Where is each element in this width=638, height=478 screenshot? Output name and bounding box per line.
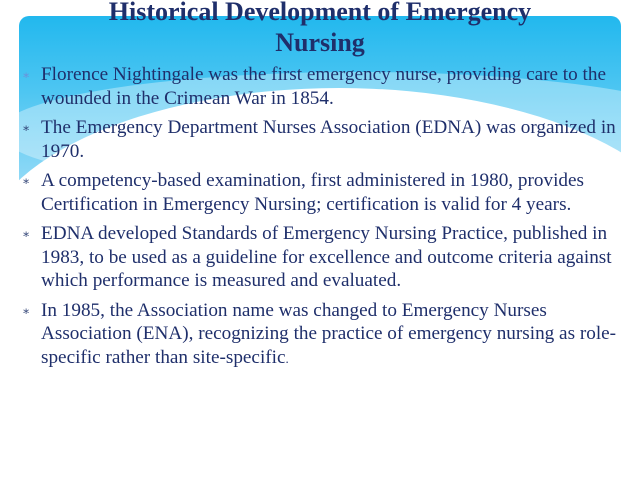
asterisk-bullet-icon: ∗ <box>22 174 31 188</box>
asterisk-bullet-icon: ∗ <box>22 303 31 318</box>
bullet-text-5: In 1985, the Association name was changed to Emergency Nurses Association (ENA), recognizing the practice of emergency nursing as role-specific rather than site-specific <box>41 299 617 368</box>
bullet-text-4: EDNA developed Standards of Emergency Nursing Practice, published in 1983, to be used as a guideline for excellence and outcome criteria against which performance is measured and evaluated. <box>41 223 612 291</box>
bullet-item-2 <box>20 116 620 163</box>
bullet-text-2: The Emergency Department Nurses Association (EDNA) was organized in 1970. <box>41 117 616 162</box>
bullet-text-5-period: . <box>285 350 289 366</box>
bullet-list <box>20 63 620 376</box>
slide-title-line-1: Historical Development of Emergency <box>108 0 532 26</box>
slide-title <box>60 0 580 58</box>
asterisk-bullet-icon: ∗ <box>22 227 31 241</box>
asterisk-bullet-icon: ∗ <box>22 121 31 135</box>
bullet-item-4 <box>20 222 620 293</box>
bullet-item-5 <box>20 299 620 371</box>
bullet-item-3 <box>20 169 620 216</box>
bullet-text-1: Florence Nightingale was the first emergency nurse, providing care to the wounded in the Crimean War in 1854. <box>41 64 606 109</box>
slide-title-line-2: Nursing <box>275 28 365 57</box>
bullet-text-3: A competency-based examination, first administered in 1980, provides Certification in Emergency Nursing; certification is valid for 4 years. <box>41 170 584 215</box>
bullet-item-1 <box>20 63 620 110</box>
asterisk-bullet-icon: ∗ <box>22 68 31 82</box>
